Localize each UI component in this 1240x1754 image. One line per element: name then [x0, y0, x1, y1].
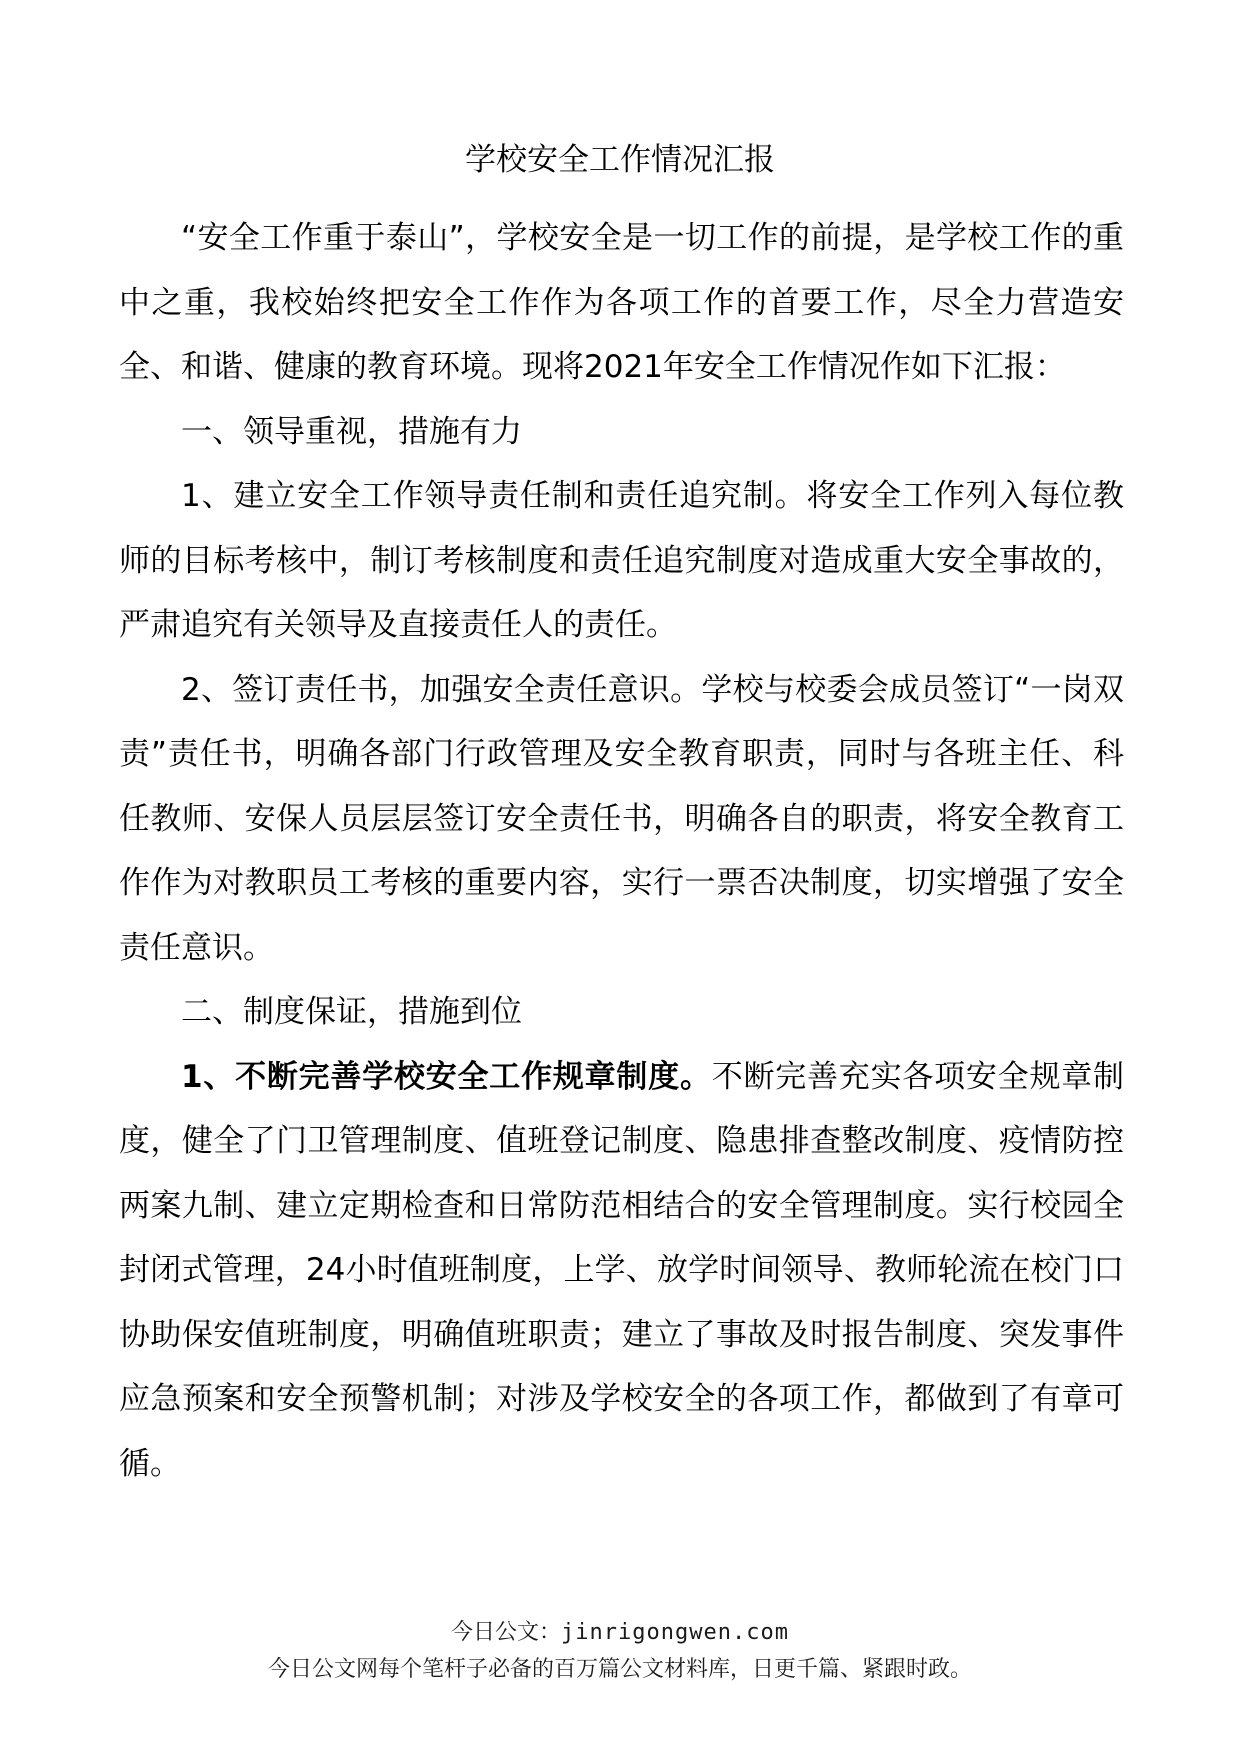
paragraph-2-1-text: 不断完善充实各项安全规章制度，健全了门卫管理制度、值班登记制度、隐患排查整改制度、疫情防控两案九制、建立定期检查和日常防范相结合的安全管理制度。实行校园全封闭式管理，24小时值班制度，上学、放学时间领导、教师轮流在校门口协助保安值班制度，明确值班职责；建立了事故及时报告制度、突发事件应急预案和安全预警机制；对涉及学校安全的各项工作，都做到了有章可循。 [119, 1058, 1124, 1482]
document-body [119, 206, 1124, 1496]
heading-section-1: 一、领导重视，措施有力 [181, 413, 522, 450]
footer-site-url[interactable]: jinrigongwen.com [561, 1620, 789, 1645]
paragraph-2-1 [119, 1045, 1124, 1497]
paragraph-intro: “安全工作重于泰山”，学校安全是一切工作的前提，是学校工作的重中之重，我校始终把安全工作作为各项工作的首要工作，尽全力营造安全、和谐、健康的教育环境。现将2021年安全工作情况作如下汇报： [119, 220, 1124, 385]
document-title: 学校安全工作情况汇报 [465, 142, 775, 178]
footer-slogan: 今日公文网每个笔杆子必备的百万篇公文材料库，日更千篇、紧跟时政。 [267, 1657, 972, 1682]
paragraph-1-1: 1、建立安全工作领导责任制和责任追究制。将安全工作列入每位教师的目标考核中，制订考核制度和责任追究制度对造成重大安全事故的，严肃追究有关领导及直接责任人的责任。 [119, 478, 1124, 643]
heading-section-2: 二、制度保证，措施到位 [181, 994, 522, 1030]
paragraph-1-2: 2、签订责任书，加强安全责任意识。学校与校委会成员签订“一岗双责”责任书，明确各部门行政管理及安全教育职责，同时与各班主任、科任教师、安保人员层层签订安全责任书，明确各自的职责，将安全教育工作作为对教职员工考核的重要内容，实行一票否决制度，切实增强了安全责任意识。 [119, 671, 1124, 966]
footer-site [0, 1618, 1240, 1648]
footer-site-label: 今日公文： [451, 1620, 562, 1645]
paragraph-2-1-lead: 1、不断完善学校安全工作规章制度。 [181, 1058, 712, 1095]
